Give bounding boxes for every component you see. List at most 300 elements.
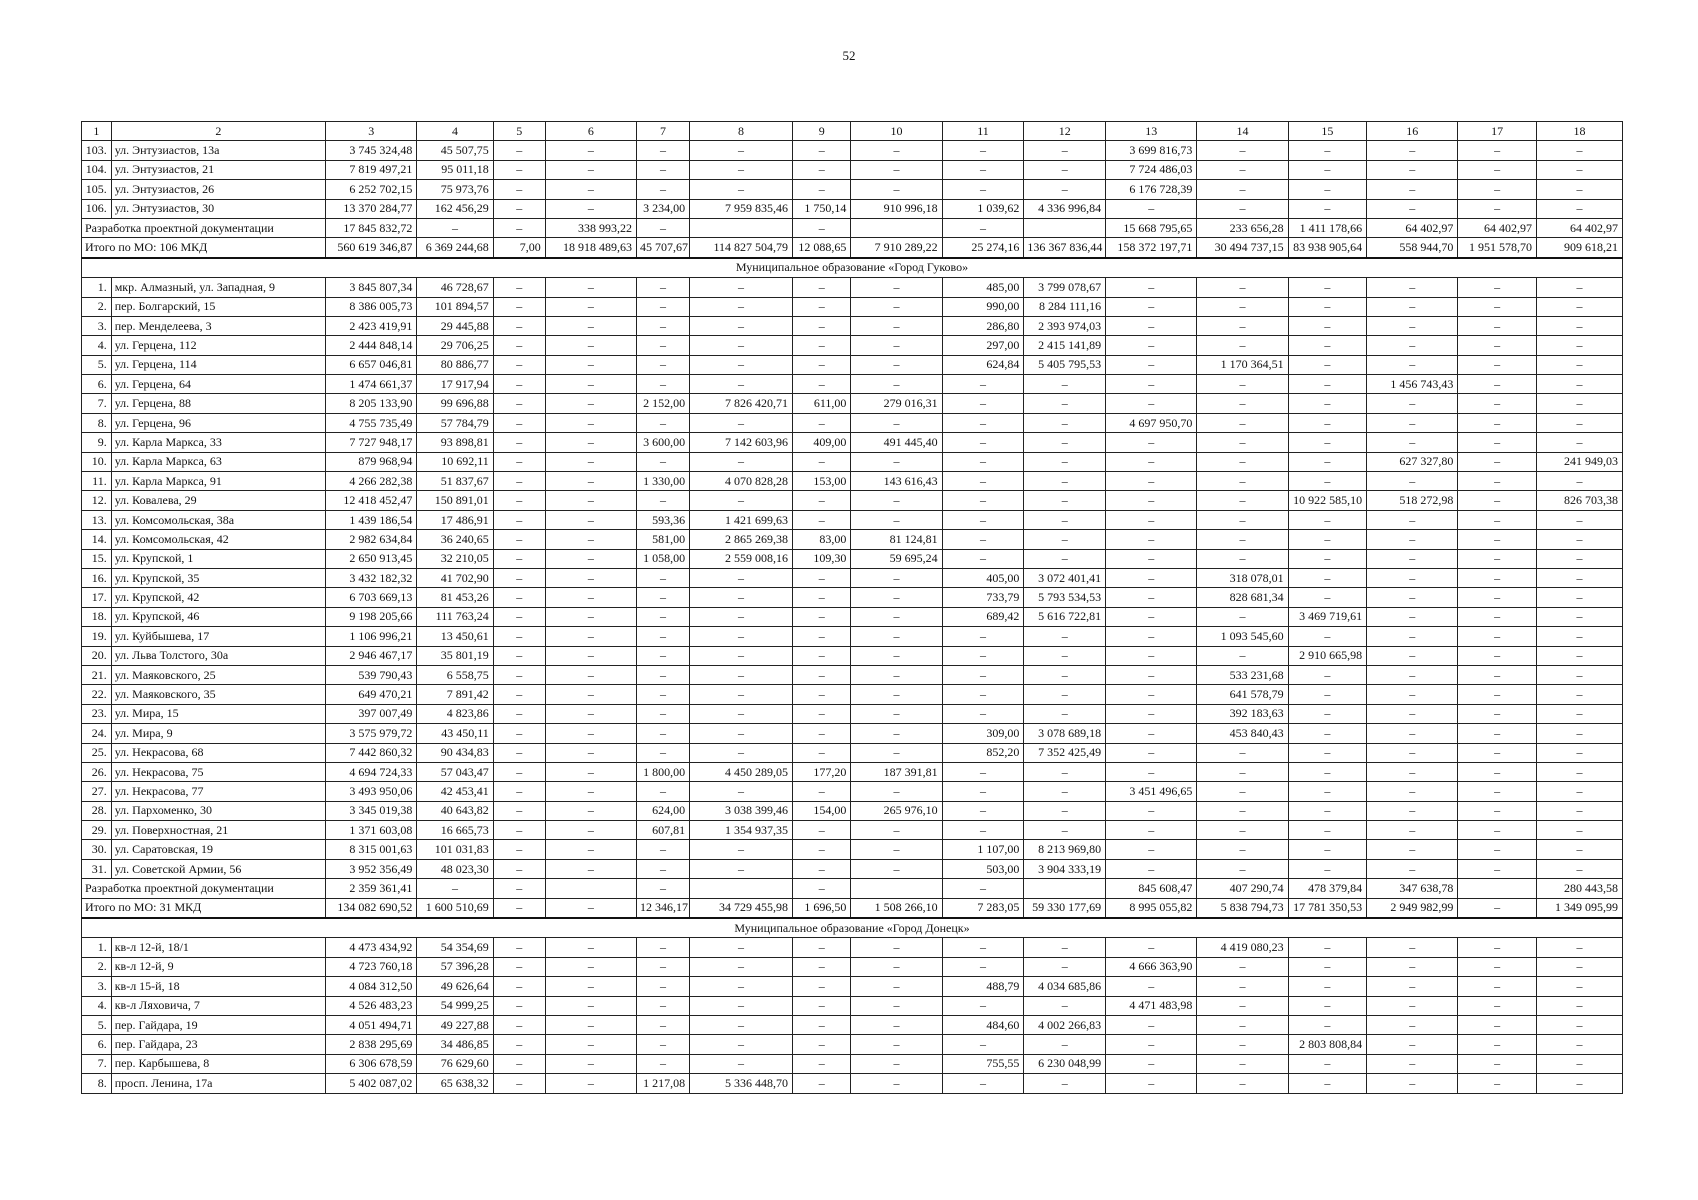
value-cell: –: [793, 879, 851, 898]
value-cell: –: [1536, 977, 1622, 996]
value-cell: –: [690, 977, 793, 996]
value-cell: –: [793, 782, 851, 801]
value-cell: –: [1106, 1015, 1197, 1034]
row-number: 5.: [82, 355, 112, 374]
value-cell: –: [493, 821, 545, 840]
value-cell: 8 995 055,82: [1106, 898, 1197, 918]
value-cell: –: [851, 977, 942, 996]
value-cell: –: [1536, 938, 1622, 957]
value-cell: –: [1536, 801, 1622, 820]
address-cell: кв-л 12-й, 9: [111, 957, 325, 976]
value-cell: –: [1367, 316, 1458, 335]
table-row: [82, 180, 1623, 199]
value-cell: 17 917,94: [417, 375, 493, 394]
value-cell: –: [1458, 375, 1537, 394]
table-row: [82, 394, 1623, 413]
value-cell: –: [1536, 859, 1622, 878]
value-cell: 392 183,63: [1197, 704, 1288, 723]
value-cell: –: [1106, 433, 1197, 452]
value-cell: –: [1536, 665, 1622, 684]
value-cell: 83 938 905,64: [1288, 238, 1367, 258]
value-cell: –: [1458, 1015, 1537, 1034]
row-number: 28.: [82, 801, 112, 820]
value-cell: –: [545, 821, 636, 840]
value-cell: –: [1024, 160, 1106, 179]
value-cell: 4 755 735,49: [326, 413, 417, 432]
value-cell: –: [493, 278, 545, 297]
value-cell: –: [793, 957, 851, 976]
value-cell: 755,55: [942, 1054, 1024, 1073]
value-cell: –: [493, 472, 545, 491]
row-number: 20.: [82, 646, 112, 665]
value-cell: –: [1536, 316, 1622, 335]
value-cell: –: [1367, 646, 1458, 665]
value-cell: 4 070 828,28: [690, 472, 793, 491]
row-number: 19.: [82, 627, 112, 646]
value-cell: –: [1197, 278, 1288, 297]
value-cell: 15 668 795,65: [1106, 218, 1197, 237]
value-cell: –: [1536, 646, 1622, 665]
value-cell: –: [637, 977, 690, 996]
value-cell: 8 213 969,80: [1024, 840, 1106, 859]
value-cell: –: [1367, 336, 1458, 355]
row-number: 1.: [82, 278, 112, 297]
value-cell: 1 170 364,51: [1197, 355, 1288, 374]
value-cell: –: [493, 607, 545, 626]
address-cell: ул. Герцена, 88: [111, 394, 325, 413]
value-cell: 1 456 743,43: [1367, 375, 1458, 394]
value-cell: 81 453,26: [417, 588, 493, 607]
address-cell: ул. Карла Маркса, 33: [111, 433, 325, 452]
value-cell: 177,20: [793, 762, 851, 781]
value-cell: –: [1536, 627, 1622, 646]
value-cell: –: [1024, 433, 1106, 452]
value-cell: –: [1288, 510, 1367, 529]
value-cell: –: [1458, 627, 1537, 646]
value-cell: –: [1536, 160, 1622, 179]
value-cell: –: [545, 762, 636, 781]
value-cell: –: [942, 782, 1024, 801]
value-cell: –: [637, 491, 690, 510]
value-cell: –: [493, 549, 545, 568]
value-cell: 491 445,40: [851, 433, 942, 452]
row-number: 7.: [82, 1054, 112, 1073]
value-cell: –: [793, 607, 851, 626]
value-cell: –: [1367, 530, 1458, 549]
value-cell: –: [545, 1054, 636, 1073]
value-cell: –: [1458, 762, 1537, 781]
table-row: [82, 278, 1623, 297]
value-cell: –: [1106, 724, 1197, 743]
value-cell: –: [1197, 996, 1288, 1015]
value-cell: –: [1536, 957, 1622, 976]
value-cell: –: [493, 685, 545, 704]
value-cell: –: [545, 336, 636, 355]
value-cell: –: [493, 782, 545, 801]
row-number: 104.: [82, 160, 112, 179]
table-row: [82, 472, 1623, 491]
value-cell: –: [1106, 278, 1197, 297]
value-cell: –: [690, 1054, 793, 1073]
value-cell: –: [1106, 1074, 1197, 1093]
value-cell: –: [1458, 665, 1537, 684]
value-cell: –: [793, 938, 851, 957]
value-cell: 7 283,05: [942, 898, 1024, 918]
address-cell: кв-л Ляховича, 7: [111, 996, 325, 1015]
value-cell: [690, 218, 793, 237]
value-cell: –: [493, 568, 545, 587]
value-cell: 852,20: [942, 743, 1024, 762]
value-cell: –: [637, 218, 690, 237]
value-cell: –: [690, 375, 793, 394]
value-cell: –: [1197, 801, 1288, 820]
row-number: 5.: [82, 1015, 112, 1034]
value-cell: –: [851, 957, 942, 976]
table-row: [82, 1015, 1623, 1034]
value-cell: –: [942, 821, 1024, 840]
table-row: [82, 607, 1623, 626]
value-cell: –: [1367, 762, 1458, 781]
column-number-cell: 6: [545, 122, 636, 141]
table-row: [82, 433, 1623, 452]
value-cell: –: [493, 336, 545, 355]
value-cell: –: [545, 141, 636, 160]
value-cell: –: [1458, 491, 1537, 510]
value-cell: –: [1458, 646, 1537, 665]
value-cell: 76 629,60: [417, 1054, 493, 1073]
value-cell: 4 471 483,98: [1106, 996, 1197, 1015]
value-cell: –: [1458, 452, 1537, 471]
value-cell: –: [637, 957, 690, 976]
value-cell: –: [1458, 510, 1537, 529]
value-cell: 533 231,68: [1197, 665, 1288, 684]
value-cell: –: [851, 782, 942, 801]
value-cell: –: [1536, 1035, 1622, 1054]
value-cell: –: [1367, 685, 1458, 704]
value-cell: –: [942, 141, 1024, 160]
value-cell: –: [1458, 433, 1537, 452]
value-cell: –: [1106, 743, 1197, 762]
value-cell: 1 039,62: [942, 199, 1024, 218]
value-cell: 7,00: [493, 238, 545, 258]
value-cell: 6 176 728,39: [1106, 180, 1197, 199]
value-cell: –: [637, 743, 690, 762]
value-cell: –: [793, 278, 851, 297]
value-cell: 1 330,00: [637, 472, 690, 491]
value-cell: –: [942, 180, 1024, 199]
value-cell: –: [1197, 375, 1288, 394]
address-cell: ул. Герцена, 114: [111, 355, 325, 374]
value-cell: 111 763,24: [417, 607, 493, 626]
value-cell: –: [1367, 199, 1458, 218]
row-number: 22.: [82, 685, 112, 704]
value-cell: 4 002 266,83: [1024, 1015, 1106, 1034]
value-cell: –: [1458, 821, 1537, 840]
value-cell: –: [1367, 1074, 1458, 1093]
value-cell: –: [493, 413, 545, 432]
value-cell: –: [1288, 938, 1367, 957]
row-number: 4.: [82, 336, 112, 355]
table-row: [82, 762, 1623, 781]
value-cell: –: [1458, 938, 1537, 957]
value-cell: –: [1106, 199, 1197, 218]
value-cell: –: [1458, 724, 1537, 743]
table-row: [82, 1074, 1623, 1093]
value-cell: –: [545, 530, 636, 549]
row-number: 12.: [82, 491, 112, 510]
value-cell: –: [851, 859, 942, 878]
value-cell: –: [1288, 199, 1367, 218]
value-cell: –: [545, 199, 636, 218]
value-cell: –: [1197, 1054, 1288, 1073]
column-number-cell: 3: [326, 122, 417, 141]
value-cell: 16 665,73: [417, 821, 493, 840]
row-number: 27.: [82, 782, 112, 801]
value-cell: 12 088,65: [793, 238, 851, 258]
value-cell: 41 702,90: [417, 568, 493, 587]
value-cell: –: [545, 433, 636, 452]
row-number: 9.: [82, 433, 112, 452]
value-cell: –: [690, 627, 793, 646]
page-number: 52: [842, 48, 856, 63]
value-cell: –: [1536, 1074, 1622, 1093]
value-cell: –: [1288, 685, 1367, 704]
value-cell: –: [851, 452, 942, 471]
value-cell: 75 973,76: [417, 180, 493, 199]
value-cell: –: [1288, 278, 1367, 297]
value-cell: –: [851, 724, 942, 743]
table-row: [82, 938, 1623, 957]
value-cell: 12 418 452,47: [326, 491, 417, 510]
value-cell: 101 031,83: [417, 840, 493, 859]
value-cell: –: [1024, 375, 1106, 394]
value-cell: –: [1458, 336, 1537, 355]
value-cell: –: [1536, 336, 1622, 355]
value-cell: –: [493, 180, 545, 199]
value-cell: –: [1288, 821, 1367, 840]
value-cell: 624,00: [637, 801, 690, 820]
row-number: 8.: [82, 413, 112, 432]
value-cell: –: [637, 996, 690, 1015]
value-cell: 187 391,81: [851, 762, 942, 781]
value-cell: 54 999,25: [417, 996, 493, 1015]
value-cell: –: [1288, 588, 1367, 607]
value-cell: –: [545, 452, 636, 471]
value-cell: –: [851, 588, 942, 607]
value-cell: –: [1024, 704, 1106, 723]
value-cell: 581,00: [637, 530, 690, 549]
value-cell: –: [1024, 413, 1106, 432]
value-cell: –: [851, 141, 942, 160]
value-cell: –: [545, 375, 636, 394]
value-cell: –: [690, 316, 793, 335]
value-cell: 45 707,67: [637, 238, 690, 258]
value-cell: 7 352 425,49: [1024, 743, 1106, 762]
value-cell: –: [637, 665, 690, 684]
value-cell: –: [1367, 665, 1458, 684]
value-cell: 4 823,86: [417, 704, 493, 723]
value-cell: 17 845 832,72: [326, 218, 417, 237]
column-number-cell: 11: [942, 122, 1024, 141]
address-cell: ул. Крупской, 46: [111, 607, 325, 626]
section-title: Муниципальное образование «Город Донецк»: [82, 918, 1623, 938]
address-cell: кв-л 15-й, 18: [111, 977, 325, 996]
value-cell: –: [690, 665, 793, 684]
address-cell: ул. Пархоменко, 30: [111, 801, 325, 820]
value-cell: –: [637, 180, 690, 199]
value-cell: [1458, 879, 1537, 898]
value-cell: 826 703,38: [1536, 491, 1622, 510]
value-cell: –: [545, 627, 636, 646]
row-number: 21.: [82, 665, 112, 684]
value-cell: –: [1106, 607, 1197, 626]
value-cell: –: [1288, 413, 1367, 432]
value-cell: –: [1106, 1035, 1197, 1054]
value-cell: 3 699 816,73: [1106, 141, 1197, 160]
value-cell: 80 886,77: [417, 355, 493, 374]
value-cell: –: [793, 297, 851, 316]
row-number: 31.: [82, 859, 112, 878]
value-cell: –: [545, 549, 636, 568]
value-cell: –: [1024, 957, 1106, 976]
value-cell: –: [1197, 762, 1288, 781]
value-cell: –: [1106, 588, 1197, 607]
value-cell: –: [793, 316, 851, 335]
value-cell: –: [942, 762, 1024, 781]
value-cell: –: [637, 859, 690, 878]
value-cell: –: [942, 433, 1024, 452]
value-cell: –: [545, 160, 636, 179]
value-cell: –: [493, 355, 545, 374]
value-cell: –: [851, 685, 942, 704]
row-number: 2.: [82, 957, 112, 976]
value-cell: –: [793, 685, 851, 704]
value-cell: –: [942, 491, 1024, 510]
value-cell: –: [637, 782, 690, 801]
value-cell: –: [637, 879, 690, 898]
value-cell: 347 638,78: [1367, 879, 1458, 898]
value-cell: –: [1024, 996, 1106, 1015]
value-cell: 45 507,75: [417, 141, 493, 160]
value-cell: –: [942, 452, 1024, 471]
value-cell: –: [1367, 743, 1458, 762]
value-cell: 54 354,69: [417, 938, 493, 957]
value-cell: –: [851, 665, 942, 684]
value-cell: –: [1458, 685, 1537, 704]
value-cell: –: [637, 1015, 690, 1034]
address-cell: ул. Энтузиастов, 26: [111, 180, 325, 199]
value-cell: 1 058,00: [637, 549, 690, 568]
value-cell: –: [1367, 1035, 1458, 1054]
value-cell: 5 793 534,53: [1024, 588, 1106, 607]
value-cell: –: [793, 977, 851, 996]
value-cell: 3 432 182,32: [326, 568, 417, 587]
address-cell: ул. Маяковского, 35: [111, 685, 325, 704]
address-cell: ул. Куйбышева, 17: [111, 627, 325, 646]
value-cell: –: [851, 1035, 942, 1054]
value-cell: 689,42: [942, 607, 1024, 626]
value-cell: –: [1367, 724, 1458, 743]
value-cell: –: [1536, 568, 1622, 587]
column-number-cell: 10: [851, 122, 942, 141]
value-cell: [1024, 218, 1106, 237]
value-cell: –: [493, 510, 545, 529]
value-cell: –: [493, 1015, 545, 1034]
value-cell: –: [637, 1054, 690, 1073]
value-cell: –: [1536, 394, 1622, 413]
value-cell: –: [493, 996, 545, 1015]
value-cell: –: [690, 568, 793, 587]
value-cell: –: [851, 510, 942, 529]
row-number: 105.: [82, 180, 112, 199]
value-cell: [545, 879, 636, 898]
section-header-row: [82, 258, 1623, 278]
value-cell: 4 336 996,84: [1024, 199, 1106, 218]
value-cell: –: [1536, 530, 1622, 549]
value-cell: –: [1367, 840, 1458, 859]
value-cell: –: [1197, 413, 1288, 432]
value-cell: –: [493, 491, 545, 510]
value-cell: –: [1288, 336, 1367, 355]
value-cell: –: [637, 452, 690, 471]
value-cell: –: [1367, 938, 1458, 957]
value-cell: –: [793, 160, 851, 179]
value-cell: –: [793, 218, 851, 237]
value-cell: 8 205 133,90: [326, 394, 417, 413]
value-cell: –: [493, 375, 545, 394]
value-cell: –: [493, 1035, 545, 1054]
value-cell: –: [545, 840, 636, 859]
value-cell: –: [942, 665, 1024, 684]
value-cell: –: [1106, 510, 1197, 529]
value-cell: –: [637, 588, 690, 607]
value-cell: 10 692,11: [417, 452, 493, 471]
value-cell: –: [793, 840, 851, 859]
value-cell: 162 456,29: [417, 199, 493, 218]
row-number: 10.: [82, 452, 112, 471]
value-cell: –: [690, 646, 793, 665]
table-row: [82, 549, 1623, 568]
value-cell: 4 084 312,50: [326, 977, 417, 996]
value-cell: 488,79: [942, 977, 1024, 996]
table-row: [82, 491, 1623, 510]
value-cell: 407 290,74: [1197, 879, 1288, 898]
value-cell: –: [1024, 938, 1106, 957]
value-cell: 879 968,94: [326, 452, 417, 471]
value-cell: –: [1197, 491, 1288, 510]
value-cell: –: [545, 180, 636, 199]
value-cell: 405,00: [942, 568, 1024, 587]
value-cell: 4 034 685,86: [1024, 977, 1106, 996]
value-cell: 7 442 860,32: [326, 743, 417, 762]
value-cell: –: [1197, 452, 1288, 471]
column-number-row: [82, 122, 1623, 141]
row-number: 6.: [82, 1035, 112, 1054]
value-cell: –: [1536, 996, 1622, 1015]
value-cell: –: [1288, 977, 1367, 996]
value-cell: –: [1536, 840, 1622, 859]
value-cell: –: [851, 375, 942, 394]
row-number: 106.: [82, 199, 112, 218]
value-cell: –: [1106, 375, 1197, 394]
value-cell: 2 152,00: [637, 394, 690, 413]
value-cell: –: [1288, 840, 1367, 859]
table-row: [82, 1035, 1623, 1054]
value-cell: 558 944,70: [1367, 238, 1458, 258]
value-cell: –: [1288, 627, 1367, 646]
value-cell: –: [1197, 316, 1288, 335]
value-cell: –: [1458, 1074, 1537, 1093]
